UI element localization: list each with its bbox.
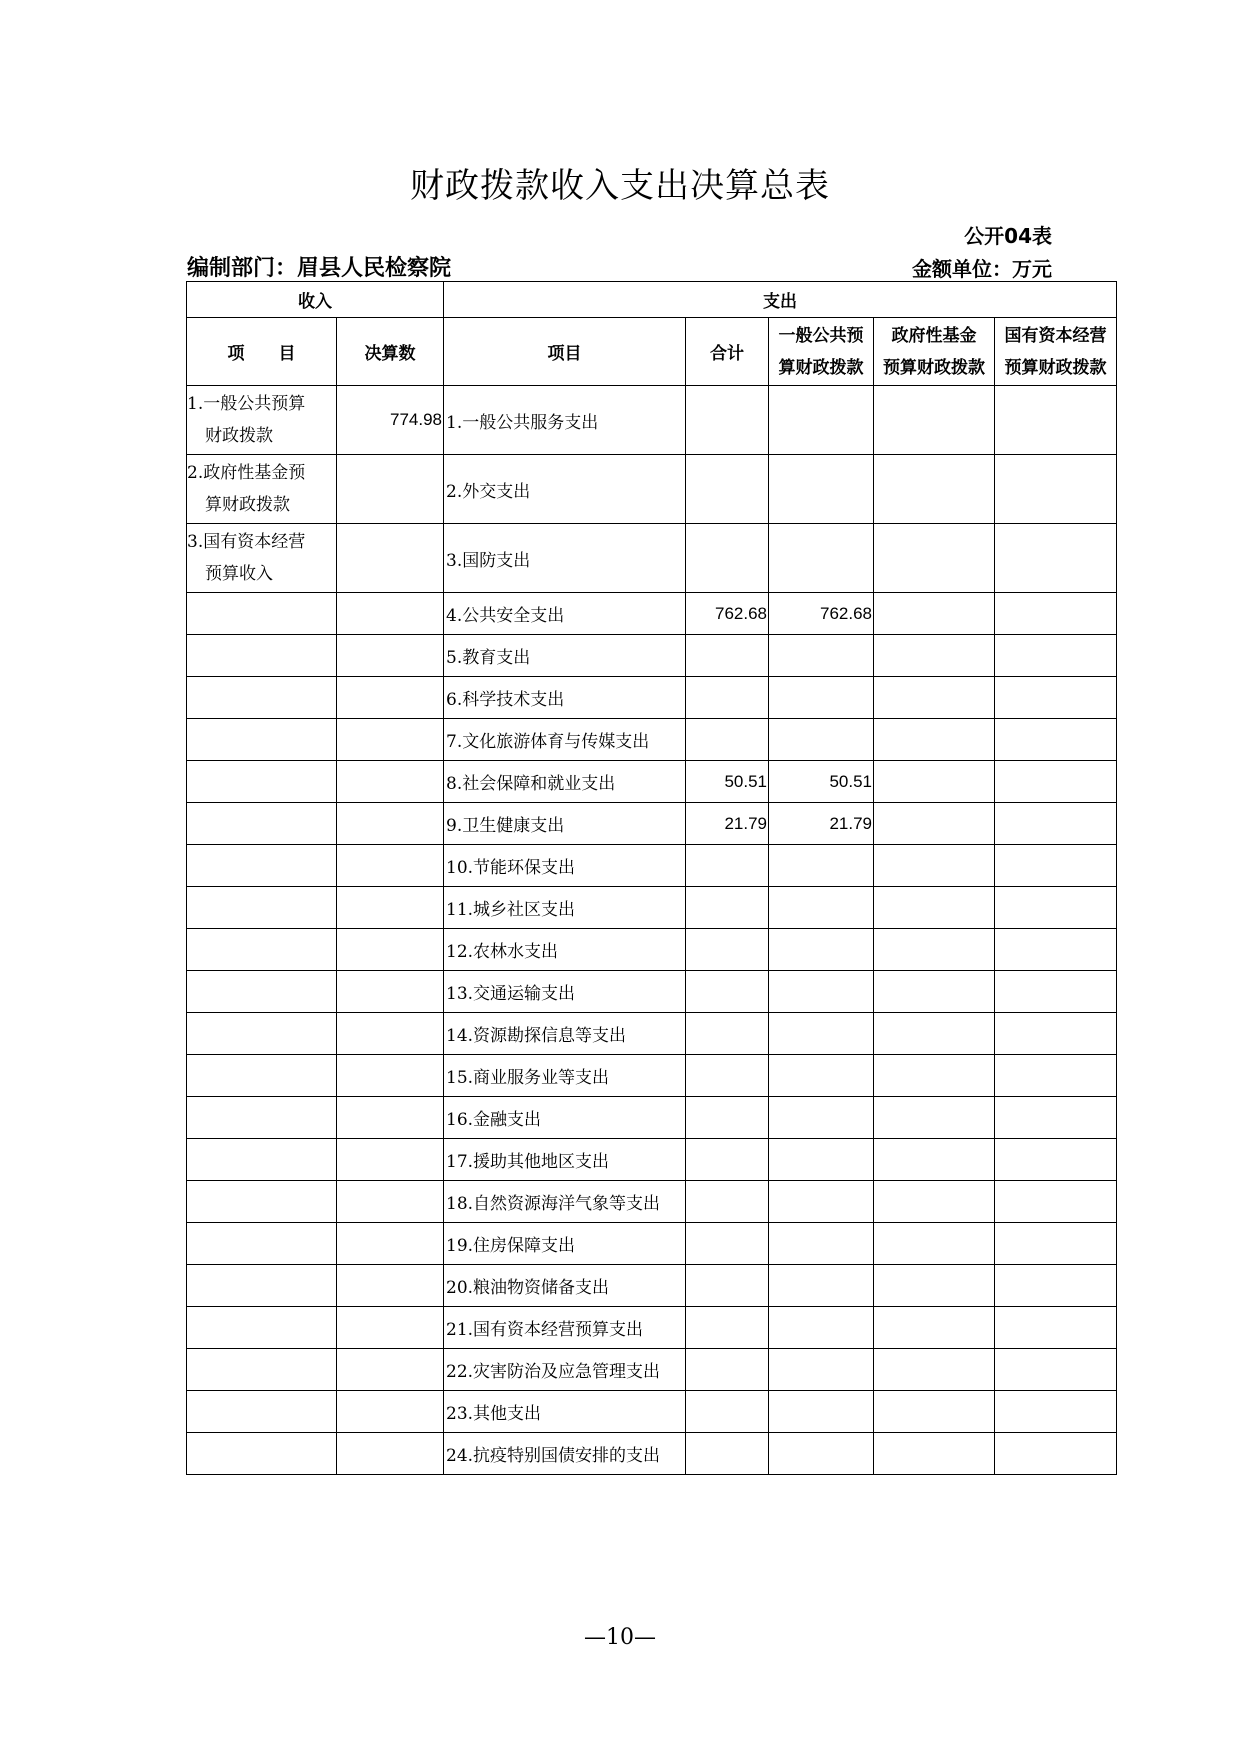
expense-fund: [874, 929, 995, 971]
expense-total: [686, 929, 769, 971]
expense-total: 762.68: [686, 593, 769, 635]
income-amount: [337, 455, 444, 524]
expense-total: [686, 1013, 769, 1055]
income-amount: [337, 1139, 444, 1181]
expense-item: 5.教育支出: [444, 635, 686, 677]
income-item: [187, 1013, 337, 1055]
table-row: [187, 1139, 1117, 1181]
income-amount: [337, 1265, 444, 1307]
expense-total: [686, 1223, 769, 1265]
expense-general: [769, 719, 874, 761]
expense-item: 10.节能环保支出: [444, 845, 686, 887]
expense-general: [769, 971, 874, 1013]
income-amount: [337, 1223, 444, 1265]
expense-total: [686, 677, 769, 719]
table-row: [187, 455, 1117, 524]
income-amount: [337, 524, 444, 593]
table-row: [187, 845, 1117, 887]
expense-total: [686, 971, 769, 1013]
expense-total: [686, 1349, 769, 1391]
table-row: [187, 1181, 1117, 1223]
expense-fund: [874, 1349, 995, 1391]
expense-general: [769, 887, 874, 929]
income-amount: [337, 1391, 444, 1433]
expense-state: [995, 1013, 1117, 1055]
income-amount: [337, 677, 444, 719]
income-item: [187, 1181, 337, 1223]
table-row: [187, 677, 1117, 719]
expense-state: [995, 719, 1117, 761]
income-item: [187, 887, 337, 929]
income-item: [187, 971, 337, 1013]
expense-general: [769, 1223, 874, 1265]
expense-state: [995, 1139, 1117, 1181]
expense-general: [769, 1307, 874, 1349]
expense-item: 7.文化旅游体育与传媒支出: [444, 719, 686, 761]
expense-fund: [874, 1223, 995, 1265]
income-item: [187, 1139, 337, 1181]
expense-general: [769, 929, 874, 971]
expense-fund: [874, 845, 995, 887]
income-item: [187, 1307, 337, 1349]
expense-item: 23.其他支出: [444, 1391, 686, 1433]
expense-fund: [874, 524, 995, 593]
table-row: [187, 1055, 1117, 1097]
expense-item: 21.国有资本经营预算支出: [444, 1307, 686, 1349]
expense-general: [769, 677, 874, 719]
expense-fund: [874, 761, 995, 803]
expense-total: [686, 845, 769, 887]
expense-total: [686, 719, 769, 761]
table-row: [187, 929, 1117, 971]
income-amount: [337, 1181, 444, 1223]
expense-general: 50.51: [769, 761, 874, 803]
expense-fund: [874, 593, 995, 635]
income-item: [187, 761, 337, 803]
expense-state: [995, 803, 1117, 845]
fund-budget-header: 政府性基金 预算财政拨款: [874, 318, 995, 386]
income-amount: [337, 593, 444, 635]
expense-fund: [874, 386, 995, 455]
expense-fund: [874, 971, 995, 1013]
expense-general: [769, 1349, 874, 1391]
expense-item: 14.资源勘探信息等支出: [444, 1013, 686, 1055]
income-item-header: 项 目: [187, 318, 337, 386]
expense-header: 支出: [444, 282, 1117, 318]
expense-state: [995, 845, 1117, 887]
expense-item: 3.国防支出: [444, 524, 686, 593]
income-item: [187, 719, 337, 761]
expense-state: [995, 1181, 1117, 1223]
income-amount: [337, 1055, 444, 1097]
income-item: [187, 1433, 337, 1475]
expense-total: [686, 635, 769, 677]
expense-state: [995, 386, 1117, 455]
expense-state: [995, 635, 1117, 677]
general-budget-header: 一般公共预 算财政拨款: [769, 318, 874, 386]
expense-general: [769, 1097, 874, 1139]
expense-fund: [874, 1307, 995, 1349]
table-row: [187, 1097, 1117, 1139]
income-amount: [337, 1307, 444, 1349]
expense-general: [769, 386, 874, 455]
expense-fund: [874, 1391, 995, 1433]
expense-item: 8.社会保障和就业支出: [444, 761, 686, 803]
table-row: [187, 524, 1117, 593]
expense-general: [769, 1391, 874, 1433]
expense-total: [686, 1055, 769, 1097]
income-item: 2.政府性基金预 算财政拨款: [187, 455, 337, 524]
income-amount-header: 决算数: [337, 318, 444, 386]
expense-general: [769, 1013, 874, 1055]
income-amount: [337, 761, 444, 803]
expense-item: 19.住房保障支出: [444, 1223, 686, 1265]
expense-fund: [874, 803, 995, 845]
page-number: —10—: [584, 1625, 656, 1650]
table-row: [187, 1013, 1117, 1055]
expense-total: [686, 1097, 769, 1139]
expense-fund: [874, 887, 995, 929]
expense-total: [686, 524, 769, 593]
income-item: [187, 929, 337, 971]
income-item: [187, 635, 337, 677]
income-amount: [337, 971, 444, 1013]
table-row: [187, 971, 1117, 1013]
income-amount: [337, 719, 444, 761]
income-amount: [337, 803, 444, 845]
form-number: 公开04表: [964, 224, 1052, 248]
expense-item: 17.援助其他地区支出: [444, 1139, 686, 1181]
expense-state: [995, 971, 1117, 1013]
expense-fund: [874, 1055, 995, 1097]
expense-total: [686, 386, 769, 455]
header-row-1: [187, 282, 1117, 318]
income-item: [187, 1265, 337, 1307]
expense-fund: [874, 1139, 995, 1181]
expense-state: [995, 1391, 1117, 1433]
income-item: [187, 1391, 337, 1433]
expense-state: [995, 677, 1117, 719]
expense-total: [686, 1181, 769, 1223]
table-row: [187, 761, 1117, 803]
expense-state: [995, 1307, 1117, 1349]
table-row: [187, 1223, 1117, 1265]
expense-general: [769, 845, 874, 887]
expense-item: 11.城乡社区支出: [444, 887, 686, 929]
expense-item-header: 项目: [444, 318, 686, 386]
header-row-2: [187, 318, 1117, 386]
expense-item: 13.交通运输支出: [444, 971, 686, 1013]
income-amount: [337, 1349, 444, 1391]
expense-item: 24.抗疫特别国债安排的支出: [444, 1433, 686, 1475]
income-amount: [337, 1013, 444, 1055]
expense-total: [686, 1433, 769, 1475]
expense-total: [686, 887, 769, 929]
income-amount: [337, 929, 444, 971]
state-capital-header: 国有资本经营 预算财政拨款: [995, 318, 1117, 386]
expense-total: [686, 1139, 769, 1181]
income-item: [187, 1097, 337, 1139]
expense-general: [769, 635, 874, 677]
expense-state: [995, 761, 1117, 803]
expense-total: [686, 1265, 769, 1307]
expense-general: [769, 1181, 874, 1223]
expense-state: [995, 1349, 1117, 1391]
expense-state: [995, 524, 1117, 593]
expense-general: [769, 1265, 874, 1307]
expense-fund: [874, 1265, 995, 1307]
expense-total: [686, 455, 769, 524]
expense-state: [995, 1433, 1117, 1475]
expense-general: [769, 1433, 874, 1475]
income-header: 收入: [187, 282, 444, 318]
table-row: [187, 1433, 1117, 1475]
table-row: [187, 635, 1117, 677]
income-item: [187, 1349, 337, 1391]
expense-general: 762.68: [769, 593, 874, 635]
expense-general: [769, 524, 874, 593]
income-amount: 774.98: [337, 386, 444, 455]
expense-state: [995, 1097, 1117, 1139]
expense-item: 16.金融支出: [444, 1097, 686, 1139]
table-row: [187, 803, 1117, 845]
table-row: [187, 593, 1117, 635]
expense-fund: [874, 1181, 995, 1223]
expense-state: [995, 1223, 1117, 1265]
expense-item: 18.自然资源海洋气象等支出: [444, 1181, 686, 1223]
expense-general: [769, 1055, 874, 1097]
table-row: [187, 1265, 1117, 1307]
total-header: 合计: [686, 318, 769, 386]
expense-state: [995, 1265, 1117, 1307]
income-item: [187, 803, 337, 845]
expense-state: [995, 455, 1117, 524]
page-title: 财政拨款收入支出决算总表: [410, 166, 830, 206]
expense-fund: [874, 635, 995, 677]
table-row: [187, 719, 1117, 761]
expense-total: [686, 1307, 769, 1349]
expense-general: 21.79: [769, 803, 874, 845]
expense-state: [995, 1055, 1117, 1097]
expense-item: 4.公共安全支出: [444, 593, 686, 635]
income-item: 1.一般公共预算 财政拨款: [187, 386, 337, 455]
expense-fund: [874, 455, 995, 524]
table-row: [187, 386, 1117, 455]
expense-item: 12.农林水支出: [444, 929, 686, 971]
expense-fund: [874, 719, 995, 761]
expense-total: [686, 1391, 769, 1433]
expense-general: [769, 1139, 874, 1181]
income-item: 3.国有资本经营 预算收入: [187, 524, 337, 593]
unit-label: 金额单位：万元: [912, 257, 1052, 281]
expense-item: 2.外交支出: [444, 455, 686, 524]
table-row: [187, 1349, 1117, 1391]
expense-total: 50.51: [686, 761, 769, 803]
expense-item: 6.科学技术支出: [444, 677, 686, 719]
table-row: [187, 887, 1117, 929]
expense-item: 15.商业服务业等支出: [444, 1055, 686, 1097]
income-amount: [337, 635, 444, 677]
table-row: [187, 1307, 1117, 1349]
department-label: 编制部门：眉县人民检察院: [187, 256, 452, 281]
income-item: [187, 593, 337, 635]
expense-fund: [874, 1013, 995, 1055]
expense-item: 20.粮油物资储备支出: [444, 1265, 686, 1307]
income-amount: [337, 1433, 444, 1475]
income-item: [187, 677, 337, 719]
expense-item: 1.一般公共服务支出: [444, 386, 686, 455]
income-item: [187, 1055, 337, 1097]
expense-state: [995, 929, 1117, 971]
expense-state: [995, 593, 1117, 635]
income-amount: [337, 1097, 444, 1139]
expense-fund: [874, 1097, 995, 1139]
expense-fund: [874, 1433, 995, 1475]
expense-item: 9.卫生健康支出: [444, 803, 686, 845]
income-amount: [337, 887, 444, 929]
expense-item: 22.灾害防治及应急管理支出: [444, 1349, 686, 1391]
budget-table: [186, 281, 1117, 1475]
income-item: [187, 1223, 337, 1265]
expense-fund: [874, 677, 995, 719]
income-amount: [337, 845, 444, 887]
expense-state: [995, 887, 1117, 929]
table-row: [187, 1391, 1117, 1433]
income-item: [187, 845, 337, 887]
expense-general: [769, 455, 874, 524]
expense-total: 21.79: [686, 803, 769, 845]
